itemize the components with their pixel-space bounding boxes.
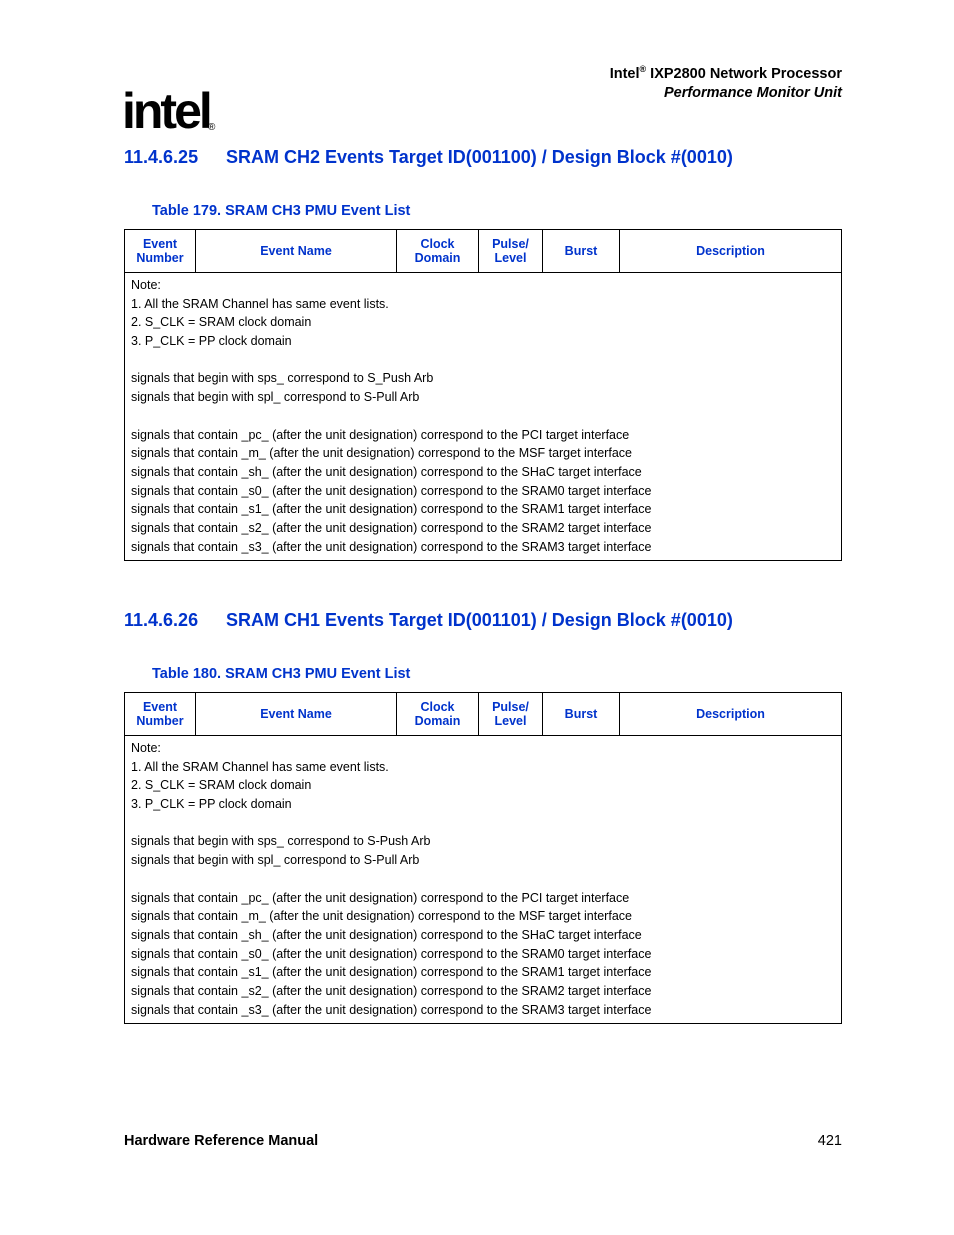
col-event-name: Event Name [196,230,397,273]
event-table-179 [124,229,842,561]
note-cell [125,273,842,561]
note-line: signals that contain _pc_ (after the unit designation) correspond to the PCI target interface [131,427,630,442]
section-heading-2 [124,610,733,631]
table-header-row [125,230,842,273]
note-line: 1. All the SRAM Channel has same event lists. [131,296,389,311]
col-clock-domain: Clock Domain [397,693,479,736]
logo-wordmark: intel [122,83,210,139]
section-number: 11.4.6.26 [124,610,199,630]
note-line: signals that begin with sps_ correspond to S_Push Arb [131,371,434,386]
running-header [610,60,842,103]
col-description: Description [620,693,842,736]
note-line: signals that contain _s3_ (after the unit designation) correspond to the SRAM3 target interface [131,539,652,554]
note-line: signals that contain _s2_ (after the unit designation) correspond to the SRAM2 target interface [131,520,652,535]
note-line: Note: [131,278,161,292]
table-caption-179: Table 179. SRAM CH3 PMU Event List [152,203,411,219]
col-description: Description [620,230,842,273]
logo-registered-mark: ® [208,122,216,133]
col-burst: Burst [543,230,620,273]
note-line: signals that contain _s1_ (after the unit designation) correspond to the SRAM1 target interface [131,965,652,980]
note-line [131,407,835,426]
section-number: 11.4.6.25 [124,147,199,167]
note-line: signals that contain _s0_ (after the unit designation) correspond to the SRAM0 target interface [131,946,652,961]
section-heading-1 [124,147,733,168]
note-line: signals that begin with spl_ correspond to S-Pull Arb [131,390,420,405]
col-burst: Burst [543,693,620,736]
intel-logo [122,83,222,146]
col-event-number: Event Number [125,693,196,736]
event-table-180 [124,692,842,1024]
note-line: signals that contain _s1_ (after the unit designation) correspond to the SRAM1 target interface [131,502,652,517]
col-pulse-level: Pulse/ Level [479,230,543,273]
note-line: signals that contain _sh_ (after the unit designation) correspond to the SHaC target interface [131,464,642,479]
note-line: signals that contain _pc_ (after the unit designation) correspond to the PCI target interface [131,890,630,905]
note-line: signals that contain _s0_ (after the unit designation) correspond to the SRAM0 target interface [131,483,652,498]
product-line [610,60,842,84]
note-line [131,870,835,889]
note-line: signals that contain _m_ (after the unit designation) correspond to the MSF target interface [131,446,632,461]
note-line: 3. P_CLK = PP clock domain [131,334,292,349]
note-line: Note: [131,741,161,755]
brand-name: Intel [609,65,640,82]
registered-mark: ® [639,64,647,74]
note-line: signals that contain _m_ (after the unit designation) correspond to the MSF target interface [131,909,632,924]
table-caption-180: Table 180. SRAM CH3 PMU Event List [152,666,411,682]
product-name: IXP2800 Network Processor [650,65,842,82]
note-line: 3. P_CLK = PP clock domain [131,797,292,812]
note-line: 2. S_CLK = SRAM clock domain [131,778,312,793]
col-clock-domain: Clock Domain [397,230,479,273]
footer-manual-title: Hardware Reference Manual [124,1133,319,1149]
note-line [131,351,835,370]
table-header-row [125,693,842,736]
table-note-row [125,273,842,561]
note-line: 2. S_CLK = SRAM clock domain [131,315,312,330]
col-event-number: Event Number [125,230,196,273]
col-pulse-level: Pulse/ Level [479,693,543,736]
note-line: 1. All the SRAM Channel has same event lists. [131,759,389,774]
footer-page-number: 421 [817,1133,842,1149]
section-title: SRAM CH2 Events Target ID(001100) / Design Block #(0010) [226,147,733,167]
note-line: signals that begin with spl_ correspond to S-Pull Arb [131,853,420,868]
col-event-name: Event Name [196,693,397,736]
note-line: signals that begin with sps_ correspond to S-Push Arb [131,834,431,849]
table-note-row [125,736,842,1024]
section-name: Performance Monitor Unit [663,84,842,101]
note-cell [125,736,842,1024]
note-line: signals that contain _s2_ (after the unit designation) correspond to the SRAM2 target interface [131,983,652,998]
section-title: SRAM CH1 Events Target ID(001101) / Design Block #(0010) [226,610,733,630]
note-line: signals that contain _s3_ (after the unit designation) correspond to the SRAM3 target interface [131,1002,652,1017]
note-line [131,814,835,833]
note-line: signals that contain _sh_ (after the unit designation) correspond to the SHaC target interface [131,927,642,942]
